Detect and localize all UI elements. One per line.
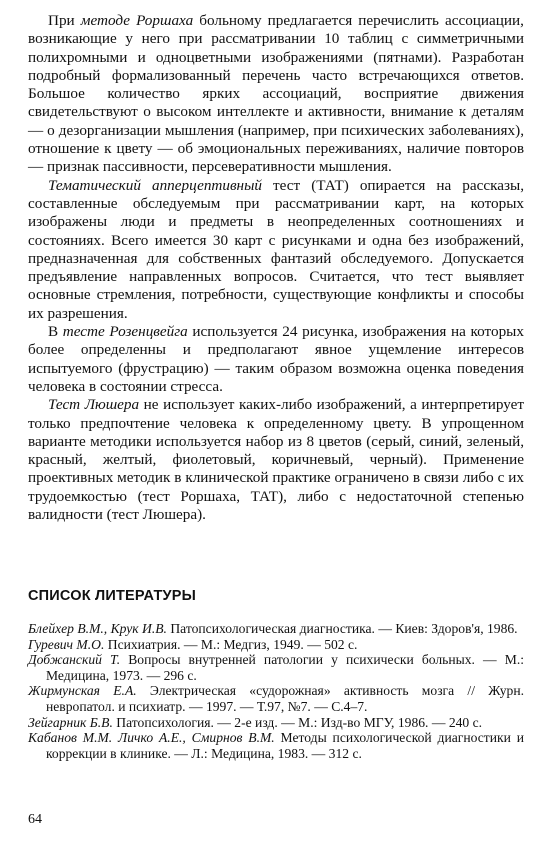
- paragraph-text: используется 24 рисунка, изображения на которых более определенны и предполагают явное ущемление интересов испытуемого (фрустрацию) — таким образом возможна оценка поведения человека в состоянии стресса.: [28, 323, 524, 395]
- body-text: [28, 12, 524, 524]
- method-name: тесте Розенцвейга: [62, 323, 188, 341]
- reference-text: Вопросы внутренней патологии у психически больных. — М.: Медицина, 1973. — 296 с.: [46, 652, 524, 683]
- method-name: Тематический апперцептивный: [48, 176, 262, 194]
- paragraph-text: При: [48, 12, 81, 29]
- page-number: 64: [28, 812, 42, 827]
- reference-text: Электрическая «судорожная» активность мозга // Журн. невропатол. и психиатр. — 1997. — Т.97, №7. — С.4–7.: [46, 683, 525, 714]
- paragraph-text: тест (ТАТ) опирается на рассказы, составленные обследуемым при рассматривании карт, на которых изображены люди и предметы в неопределенных соотношениях и состояниях. Всего имеется 30 карт с рисунками и одна без изображений, предназначенная для собственных фантазий обследуемого. Допускается предъявление направленных вопросов. Считается, что тест выявляет основные стремления, потребности, существующие конфликты и способы их разрешения.: [28, 176, 524, 322]
- reference-text: Патопсихологическая диагностика. — Киев: Здоров'я, 1986.: [166, 621, 518, 636]
- paragraph-rosenzweig: [28, 323, 524, 396]
- section-title: СПИСОК ЛИТЕРАТУРЫ: [28, 588, 196, 604]
- reference-item: [28, 715, 524, 731]
- reference-item: [28, 637, 524, 653]
- method-name: Тест Люшера: [48, 396, 140, 414]
- reference-authors: Жирмунская Е.А.: [28, 683, 137, 699]
- paragraph-text: В: [48, 323, 63, 341]
- reference-item: [28, 621, 524, 637]
- reference-text: Патопсихология. — 2-е изд. — М.: Изд-во МГУ, 1986. — 240 с.: [112, 714, 483, 730]
- reference-item: [28, 730, 524, 761]
- paragraph-tat: [28, 177, 524, 323]
- reference-authors: Добжанский Т.: [28, 652, 121, 668]
- reference-authors: Зейгарник Б.В.: [28, 714, 113, 730]
- method-name: методе Роршаха: [80, 12, 194, 29]
- paragraph-text: больному предлагается перечислить ассоциации, возникающие у него при рассматривании 10 таблиц с симметричными полихромными и одноцветными изображениями (пятнами). Разработан подробный формализованный перечень часто встречающихся ответов. Большое количество ярких ассоциаций, восприятие движения свидетельствуют о высоком интеллекте и активности, внимание к деталям — о дезорганизации мышления (например, при психических заболеваниях), отношение к цвету — об эмоциональных переживаниях, наличие повторов — признак пассивности, персеверативности мышления.: [28, 12, 524, 176]
- reference-item: [28, 652, 524, 683]
- reference-authors: Гуревич М.О.: [28, 636, 105, 652]
- paragraph-rorschach: [28, 12, 524, 177]
- paragraph-text: не использует каких-либо изображений, а интерпретирует только предпочтение человека к определенному цвету. В упрощенном варианте методики используется набор из 8 цветов (серый, синий, зеленый, красный, желтый, фиолетовый, коричневый, черный). Применение проективных методик в клинической практике ограничено в связи либо с их трудоемкостью (тест Роршаха, ТАТ), либо с недостаточной степенью валидности (тест Люшера).: [28, 396, 524, 524]
- reference-authors: Блейхер В.М., Крук И.В.: [28, 621, 167, 636]
- reference-text: Психиатрия. — М.: Медгиз, 1949. — 502 с.: [104, 636, 358, 652]
- reference-item: [28, 683, 524, 714]
- paragraph-luscher: [28, 396, 524, 524]
- reference-text: Методы психологической диагностики и коррекции в клинике. — Л.: Медицина, 1983. — 312 с.: [46, 730, 524, 761]
- reference-authors: Кабанов М.М. Личко А.Е., Смирнов В.М.: [28, 730, 275, 746]
- reference-list: [28, 621, 524, 761]
